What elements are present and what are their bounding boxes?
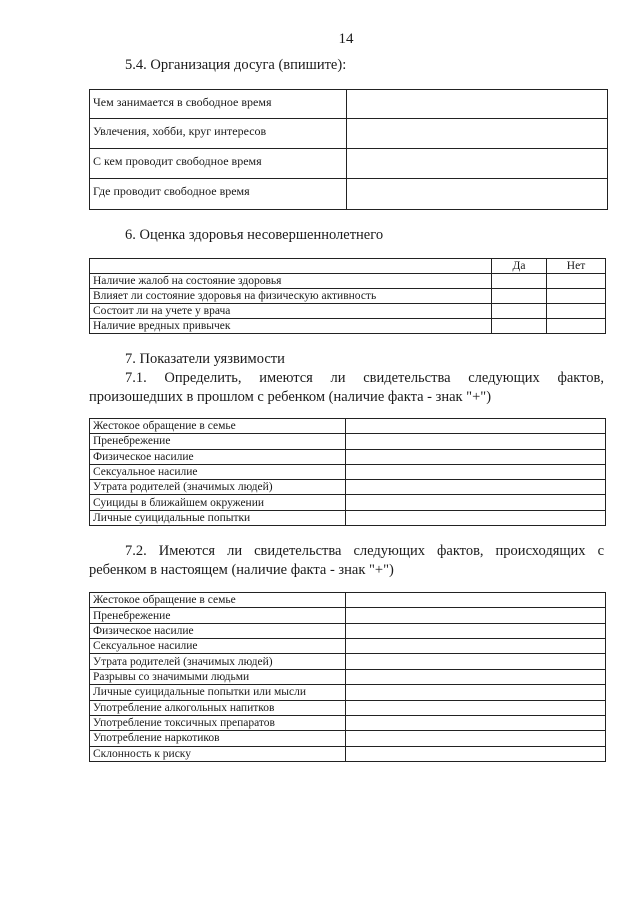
past-fact-mark-cell[interactable]: [346, 419, 606, 434]
table-row: [90, 715, 606, 730]
present-fact-label: Утрата родителей (значимых людей): [90, 654, 346, 669]
table-row: [90, 449, 606, 464]
health-col-no: Нет: [547, 259, 606, 274]
leisure-label: Чем занимается в свободное время: [90, 90, 347, 119]
past-fact-label: Утрата родителей (значимых людей): [90, 480, 346, 495]
page-number: 14: [338, 31, 354, 47]
vulnerability-heading: 7. Показатели уязвимости: [125, 351, 285, 367]
leisure-table: [89, 89, 608, 210]
past-fact-mark-cell[interactable]: [346, 449, 606, 464]
table-row: [90, 731, 606, 746]
past-intro-line1: 7.1. Определить, имеются ли свидетельства следующих фактов,: [125, 370, 604, 386]
health-no-cell[interactable]: [547, 319, 606, 334]
health-no-cell[interactable]: [547, 289, 606, 304]
table-row: [90, 259, 606, 274]
present-fact-label: Пренебрежение: [90, 608, 346, 623]
past-fact-mark-cell[interactable]: [346, 495, 606, 510]
present-fact-mark-cell[interactable]: [346, 700, 606, 715]
table-row: [90, 654, 606, 669]
table-row: [90, 623, 606, 638]
present-fact-label: Личные суицидальные попытки или мысли: [90, 685, 346, 700]
health-label: Наличие жалоб на состояние здоровья: [90, 274, 492, 289]
present-fact-mark-cell[interactable]: [346, 608, 606, 623]
leisure-heading: 5.4. Организация досуга (впишите):: [125, 57, 347, 73]
past-fact-mark-cell[interactable]: [346, 434, 606, 449]
present-fact-label: Физическое насилие: [90, 623, 346, 638]
table-row: [90, 119, 608, 149]
table-row: [90, 304, 606, 319]
table-row: [90, 669, 606, 684]
past-facts-intro: [89, 369, 604, 407]
present-fact-label: Употребление наркотиков: [90, 731, 346, 746]
present-fact-mark-cell[interactable]: [346, 669, 606, 684]
present-fact-mark-cell[interactable]: [346, 654, 606, 669]
health-label: Состоит ли на учете у врача: [90, 304, 492, 319]
health-yes-cell[interactable]: [492, 319, 547, 334]
past-intro-line2: произошедших в прошлом с ребенком (наличие факта - знак "+"): [89, 389, 492, 405]
present-fact-label: Жестокое обращение в семье: [90, 593, 346, 608]
table-row: [90, 593, 606, 608]
table-row: [90, 480, 606, 495]
present-fact-label: Сексуальное насилие: [90, 639, 346, 654]
present-facts-table: [89, 592, 606, 762]
present-fact-label: Употребление токсичных препаратов: [90, 715, 346, 730]
leisure-answer-field[interactable]: [347, 119, 608, 149]
health-yes-cell[interactable]: [492, 304, 547, 319]
table-row: [90, 639, 606, 654]
table-row: [90, 149, 608, 179]
present-fact-mark-cell[interactable]: [346, 639, 606, 654]
health-label: Наличие вредных привычек: [90, 319, 492, 334]
table-row: [90, 608, 606, 623]
table-row: [90, 510, 606, 525]
present-fact-mark-cell[interactable]: [346, 593, 606, 608]
table-row: [90, 746, 606, 761]
leisure-label: Где проводит свободное время: [90, 179, 347, 210]
present-fact-label: Разрывы со значимыми людьми: [90, 669, 346, 684]
present-fact-label: Употребление алкогольных напитков: [90, 700, 346, 715]
present-fact-mark-cell[interactable]: [346, 623, 606, 638]
health-yes-cell[interactable]: [492, 289, 547, 304]
past-fact-label: Суициды в ближайшем окружении: [90, 495, 346, 510]
table-row: [90, 495, 606, 510]
past-fact-label: Личные суицидальные попытки: [90, 510, 346, 525]
present-intro-line1: 7.2. Имеются ли свидетельства следующих фактов, происходящих с: [125, 543, 604, 559]
table-row: [90, 685, 606, 700]
past-fact-label: Пренебрежение: [90, 434, 346, 449]
health-no-cell[interactable]: [547, 304, 606, 319]
present-facts-intro: [89, 542, 604, 580]
health-col-yes: Да: [492, 259, 547, 274]
health-heading: 6. Оценка здоровья несовершеннолетнего: [125, 227, 384, 243]
leisure-answer-field[interactable]: [347, 179, 608, 210]
table-row: [90, 700, 606, 715]
past-fact-label: Сексуальное насилие: [90, 464, 346, 479]
table-row: [90, 434, 606, 449]
past-fact-label: Физическое насилие: [90, 449, 346, 464]
past-fact-mark-cell[interactable]: [346, 480, 606, 495]
table-row: [90, 90, 608, 119]
past-facts-table: [89, 418, 606, 526]
health-header-blank: [90, 259, 492, 274]
present-fact-label: Склонность к риску: [90, 746, 346, 761]
present-intro-line2: ребенком в настоящем (наличие факта - знак "+"): [89, 562, 394, 578]
present-fact-mark-cell[interactable]: [346, 731, 606, 746]
past-fact-mark-cell[interactable]: [346, 510, 606, 525]
leisure-label: Увлечения, хобби, круг интересов: [90, 119, 347, 149]
health-table: [89, 258, 606, 334]
leisure-answer-field[interactable]: [347, 90, 608, 119]
table-row: [90, 419, 606, 434]
health-yes-cell[interactable]: [492, 274, 547, 289]
present-fact-mark-cell[interactable]: [346, 685, 606, 700]
health-no-cell[interactable]: [547, 274, 606, 289]
leisure-label: С кем проводит свободное время: [90, 149, 347, 179]
present-fact-mark-cell[interactable]: [346, 746, 606, 761]
table-row: [90, 319, 606, 334]
table-row: [90, 274, 606, 289]
table-row: [90, 289, 606, 304]
past-fact-label: Жестокое обращение в семье: [90, 419, 346, 434]
table-row: [90, 179, 608, 210]
health-label: Влияет ли состояние здоровья на физическую активность: [90, 289, 492, 304]
table-row: [90, 464, 606, 479]
past-fact-mark-cell[interactable]: [346, 464, 606, 479]
present-fact-mark-cell[interactable]: [346, 715, 606, 730]
leisure-answer-field[interactable]: [347, 149, 608, 179]
